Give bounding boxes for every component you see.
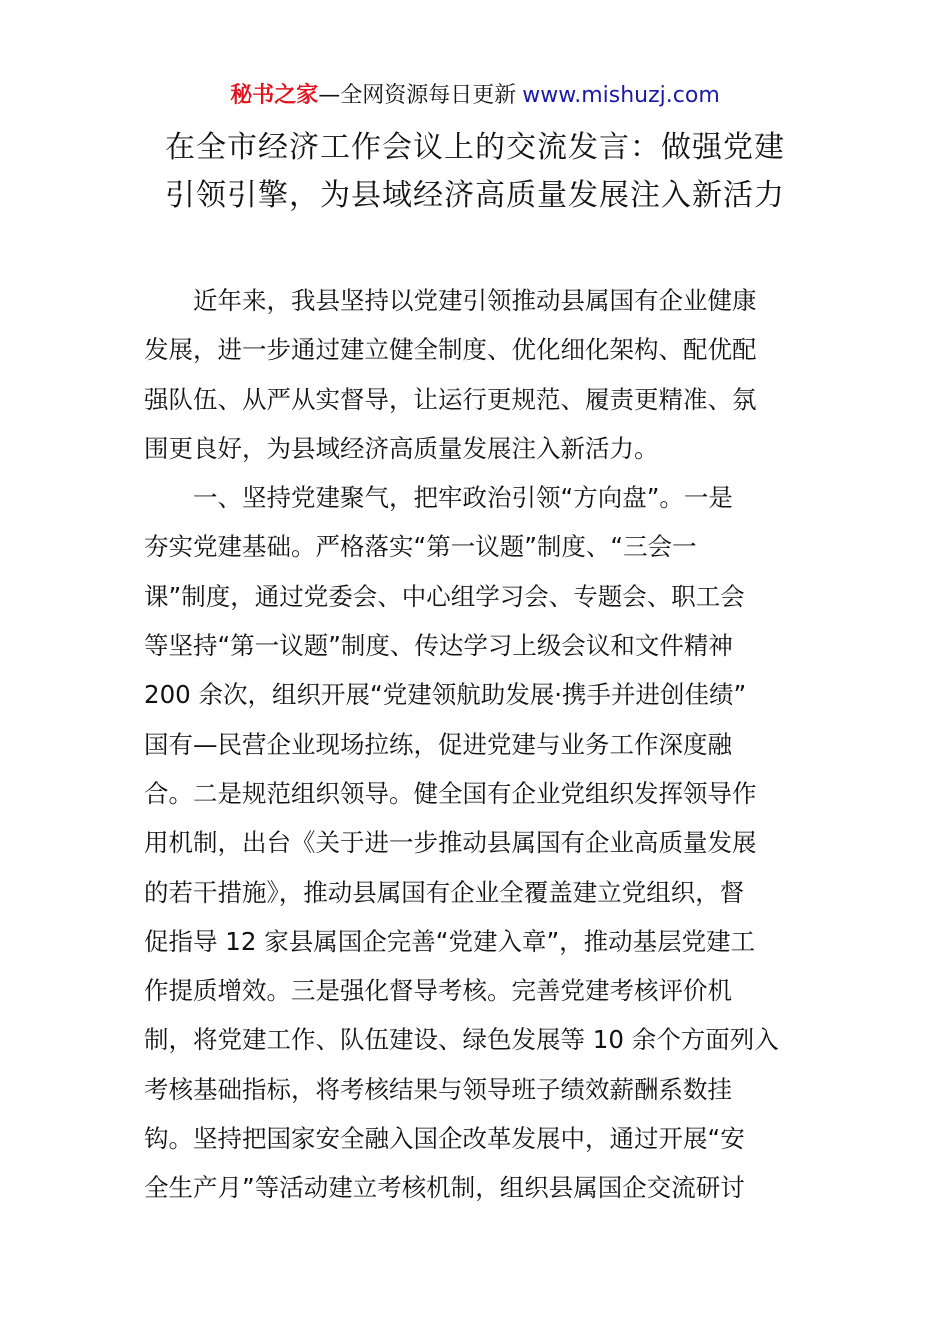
brand-name: 秘书之家 xyxy=(230,83,319,108)
body-line: 作提质增效。三是强化督导考核。完善党建考核评价机 xyxy=(144,976,732,1006)
document-body xyxy=(144,276,810,1213)
body-line: 制，将党建工作、队伍建设、绿色发展等 10 余个方面列入 xyxy=(144,1025,779,1055)
body-line: 考核基础指标，将考核结果与领导班子绩效薪酬系数挂 xyxy=(144,1074,732,1104)
document-title xyxy=(90,124,860,220)
body-line: 钩。坚持把国家安全融入国企改革发展中，通过开展“安 xyxy=(144,1124,745,1154)
body-line: 用机制，出台《关于进一步推动县属国有企业高质量发展 xyxy=(144,828,757,858)
body-line: 200 余次，组织开展“党建领航助发展·携手并进创佳绩” xyxy=(144,680,747,710)
body-line: 一、坚持党建聚气，把牢政治引领“方向盘”。一是 xyxy=(193,483,733,513)
body-line: 课”制度，通过党委会、中心组学习会、专题会、职工会 xyxy=(144,581,745,611)
title-line-2: 引领引擎，为县域经济高质量发展注入新活力 xyxy=(165,178,785,213)
title-line-1: 在全市经济工作会议上的交流发言：做强党建 xyxy=(165,130,785,165)
body-line: 合。二是规范组织领导。健全国有企业党组织发挥领导作 xyxy=(144,778,757,808)
body-line: 围更良好，为县域经济高质量发展注入新活力。 xyxy=(144,433,659,463)
site-url-link[interactable]: www.mishuzj.com xyxy=(522,83,720,108)
body-line: 夯实党建基础。严格落实“第一议题”制度、“三会一 xyxy=(144,532,697,562)
body-line: 等坚持“第一议题”制度、传达学习上级会议和文件精神 xyxy=(144,631,733,661)
body-line: 促指导 12 家县属国企完善“党建入章”，推动基层党建工 xyxy=(144,926,756,956)
site-header xyxy=(0,80,950,112)
body-line: 发展，进一步通过建立健全制度、优化细化架构、配优配 xyxy=(144,335,757,365)
body-line: 国有—民营企业现场拉练，促进党建与业务工作深度融 xyxy=(144,729,732,759)
body-line: 的若干措施》，推动县属国有企业全覆盖建立党组织，督 xyxy=(144,877,745,907)
body-line: 强队伍、从严从实督导，让运行更规范、履责更精准、氛 xyxy=(144,384,757,414)
body-line: 近年来，我县坚持以党建引领推动县属国有企业健康 xyxy=(193,286,757,315)
body-line: 全生产月”等活动建立考核机制，组织县属国企交流研讨 xyxy=(144,1173,745,1203)
header-tagline: —全网资源每日更新 xyxy=(318,83,517,108)
